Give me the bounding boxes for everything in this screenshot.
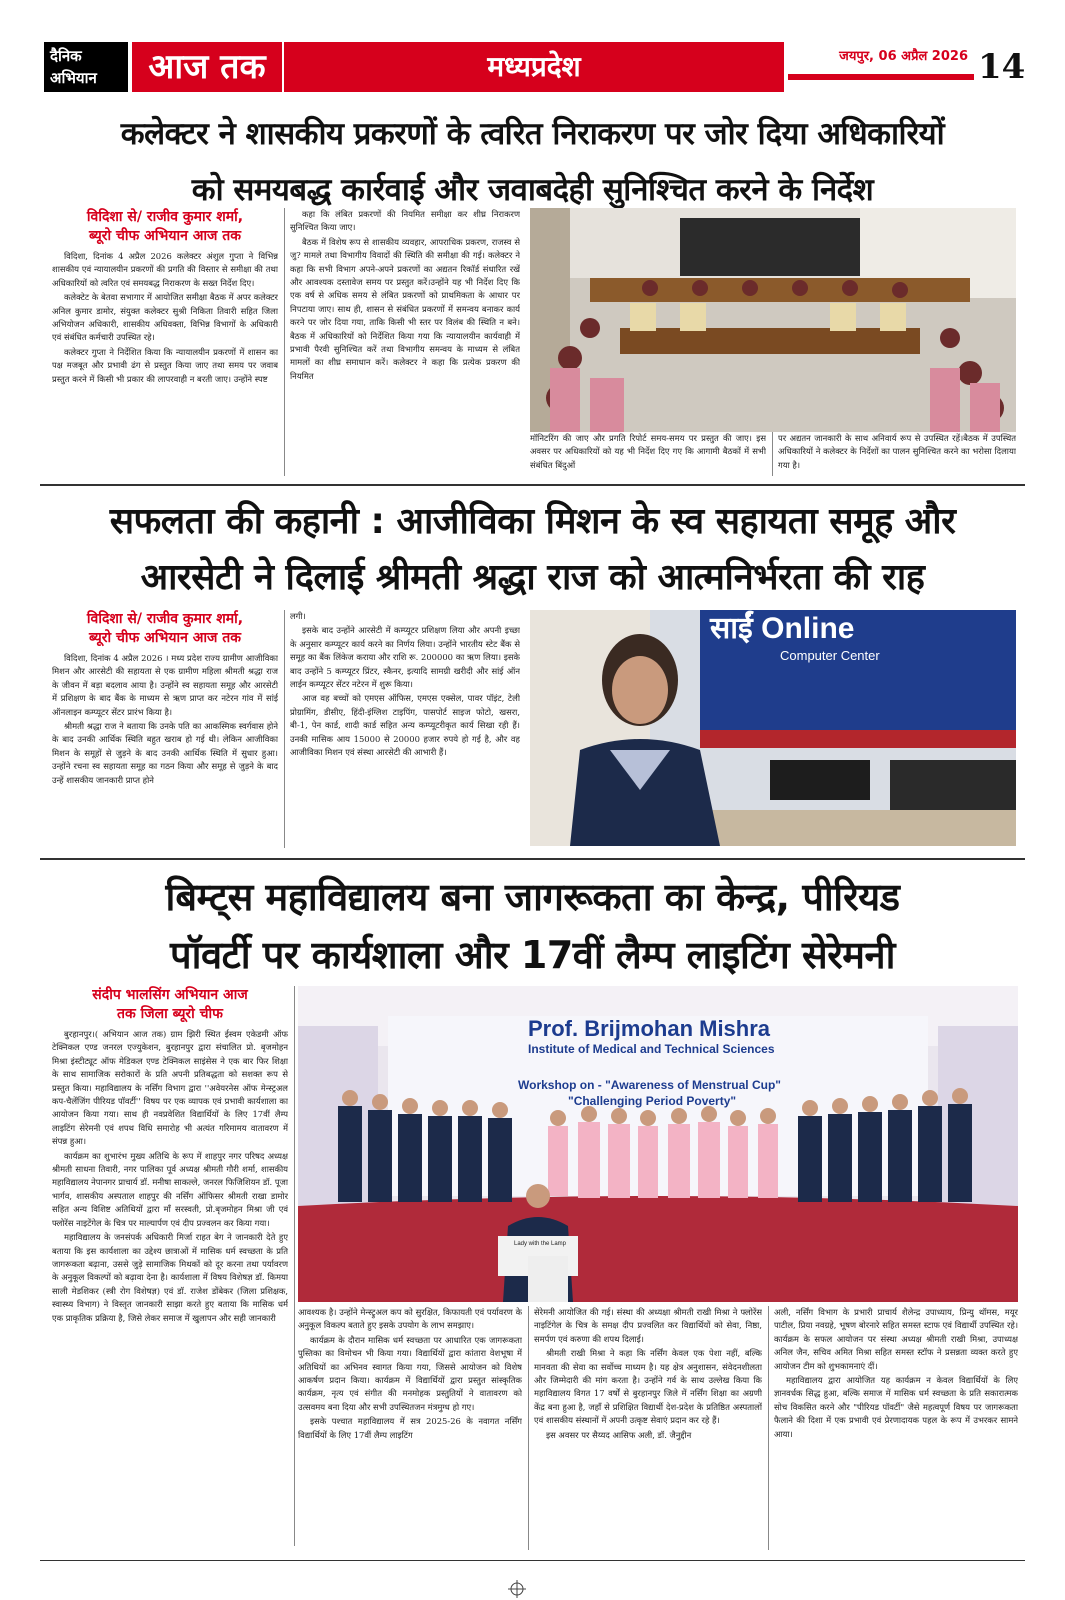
column-divider — [768, 1306, 769, 1550]
brand-line-1: दैनिक — [50, 47, 82, 65]
section-divider — [40, 484, 1025, 486]
article1-headline — [40, 106, 1025, 218]
article2-headline-line1: सफलता की कहानी : आजीविका मिशन के स्व सहायता समूह और — [109, 501, 956, 542]
article3-headline — [40, 868, 1025, 984]
column-divider — [528, 1306, 529, 1550]
article2-column-1 — [52, 652, 278, 848]
paragraph: बुरहानपुर।( अभियान आज तक) ग्राम झिरी स्थित ईस्वम एकेडमी ऑफ टेक्निकल एण्ड जनरल एज्युकेशन, बुरहानपुर द्वारा संचालित प्रो. बृजमोहन मिश्रा इंस्टीट्यूट ऑफ मेडिकल एण्ड टेक्निकल साइंसेस ने एक बार फिर शिक्षा के साथ सामाजिक सरोकारों के प्रति अपनी प्रतिबद्धता को सशक्त रूप से प्रस्तुत किया। महाविद्यालय के नर्सिंग विभाग द्वारा ''अवेयरनेस ऑफ मेन्स्ट्रअल कप-चैलेंजिंग पीरियड पॉवर्टी'' विषय पर एक व्यापक एवं प्रभावी कार्यशाला का आयोजन किया गया। साथ ही नवप्रवेशित विद्यार्थियों के लिए 17वीं लैम्प लाइटिंग सेरेमनी एवं शपथ विधि समारोह भी अत्यंत गरिमामय वातावरण में संपन्न हुआ। — [52, 1029, 288, 1147]
paragraph: अली, नर्सिंग विभाग के प्रभारी प्राचार्य शैलेन्द्र उपाध्याय, प्रिन्यु थॉमस, मयूर पाटील, प्रिया नवग्रहे, भूषण बोरनारे सहित समस्त स्टाफ एवं विद्यार्थी उपस्थित रहे। कार्यक्रम के सफल आयोजन पर संस्था अध्यक्ष श्रीमती राखी मिश्रा, उपाध्यक्ष अनिल जैन, सचिव अमित मिश्रा सहित समस्त स्टॉफ ने प्रसन्नता व्यक्त करते हुए आयोजन टीम को शुभकामनाएं दीं। — [774, 1307, 1018, 1371]
paragraph: आवश्यक है। उन्होंने मेन्स्ट्रुअल कप को सुरक्षित, किफायती एवं पर्यावरण के अनुकूल विकल्प बताते हुए इसके उपयोग के लाभ समझाए। — [298, 1307, 522, 1331]
article2-byline-line2: ब्यूरो चीफ अभियान आज तक — [88, 630, 242, 646]
banner-subtitle: Institute of Medical and Technical Sciences — [528, 1042, 775, 1056]
article3-byline-line2: तक जिला ब्यूरो चीफ — [117, 1006, 223, 1022]
article3-headline-line2: पॉवर्टी पर कार्यशाला और 17वीं लैम्प लाइटिंग सेरेमनी — [170, 933, 895, 977]
section-title: मध्यप्रदेश — [284, 42, 784, 92]
article1-column-3 — [530, 432, 766, 476]
article1-byline-line1: विदिशा से/ राजीव कुमार शर्मा, — [86, 209, 244, 225]
article3-column-4 — [774, 1306, 1018, 1550]
paragraph: इसके पश्चात महाविद्यालय में सत्र 2025-26 के नवागत नर्सिंग विद्यार्थियों के लिए 17वीं लैम्प लाइटिंग — [298, 1416, 522, 1440]
paragraph: विदिशा, दिनांक 4 अप्रैल 2026 । मध्य प्रदेश राज्य ग्रामीण आजीविका मिशन और आरसेटी की सहायता से एक ग्रामीण महिला श्रीमती श्रद्धा राज के जीवन में बड़ा बदलाव आया है। उन्होंने स्व सहायता समूह और आरसेटी में प्रशिक्षण के बाद बैंक के माध्यम से ऋण प्राप्त कर नटेरन गांव में सांई ऑनलाइन कम्प्यूटर सेंटर प्रारंभ किया है। — [52, 653, 278, 717]
computer-center-sign: साईं Online — [710, 612, 855, 645]
paragraph: पर अद्यतन जानकारी के साथ अनिवार्य रूप से उपस्थित रहें।बैठक में उपस्थित अधिकारियों ने कलेक्टर के निर्देशों का पालन सुनिश्चित करने का भरोसा दिलाया गया है। — [778, 433, 1016, 470]
article3-byline — [52, 986, 288, 1024]
article2-byline-line1: विदिशा से/ राजीव कुमार शर्मा, — [86, 611, 244, 627]
paragraph: श्रीमती राखी मिश्रा ने कहा कि नर्सिंग केवल एक पेशा नहीं, बल्कि मानवता की सेवा का सर्वोच्च माध्यम है। यह क्षेत्र अनुशासन, संवेदनशीलता और जिम्मेदारी की मांग करता है। उन्होंने गर्व के साथ उल्लेख किया कि महाविद्यालय विगत 17 वर्षों से बुरहानपुर जिले में नर्सिंग शिक्षा का अग्रणी केंद्र बना हुआ है, जहाँ से प्रशिक्षित विद्यार्थी देश-प्रदेश के प्रतिष्ठित अस्पतालों एवं शासकीय संस्थानों में अपनी उत्कृष्ट सेवाएं प्रदान कर रहे हैं। — [534, 1348, 762, 1426]
paragraph: विदिशा, दिनांक 4 अप्रैल 2026 कलेक्टर अंशुल गुप्ता ने विभिन्न शासकीय एवं न्यायालयीन प्रकरणों की प्रगति की विस्तार से समीक्षा की तथा अधिकारियों को त्वरित एवं समयबद्ध निराकरण के सख्त निर्देश दिए। — [52, 251, 278, 288]
paragraph: कार्यक्रम के दौरान मासिक धर्म स्वच्छता पर आधारित एक जागरूकता पुस्तिका का विमोचन भी किया गया। विद्यार्थियों द्वारा कांतारा वेशभूषा में अतिथियों का अभिनव स्वागत किया गया, जिससे आयोजन को विशेष आकर्षण प्रदान किया। कार्यक्रम में विद्यार्थियों द्वारा प्रस्तुत सांस्कृतिक कार्यक्रम, नृत्य एवं संगीत की मनमोहक प्रस्तुतियों ने वातावरण को उत्सवमय बना दिया और सभी उपस्थितजन मंत्रमुग्ध हो गए। — [298, 1334, 522, 1412]
paragraph: कार्यक्रम का शुभारंभ मुख्य अतिथि के रूप में शाहपुर नगर परिषद अध्यक्ष श्रीमती साधना तिवारी, नगर पालिका पूर्व अध्यक्ष श्रीमती गौरी शर्मा, शासकीय महाविद्यालय नेपानगर प्राचार्य डॉ. मनीषा साकल्ले, जनरल फिजिशियन डॉ. पूजा भार्गव, शासकीय अस्पताल शाहपुर की नर्सिंग ऑफिसर श्रीमती राखा डामोर सहित अन्य विशिष्ट अतिथियों द्वारा माँ सरस्वती, प्रो.बृजमोहन मिश्रा जी एवं फ्लोरेंस नाइटेंगेल के चित्र पर माल्यार्पण एवं दीप प्रज्वलन कर किया गया। — [52, 1150, 288, 1228]
masthead — [44, 42, 1026, 92]
article2-headline — [40, 494, 1025, 606]
issue-date: जयपुर, 06 अप्रैल 2026 — [839, 49, 968, 64]
article1-byline — [52, 208, 278, 246]
article3-byline-line1: संदीप भालसिंग अभियान आज — [92, 987, 248, 1003]
paragraph: मॉनिटरिंग की जाए और प्रगति रिपोर्ट समय-समय पर प्रस्तुत की जाए। इस अवसर पर अधिकारियों को यह भी निर्देश दिए गए कि आगामी बैठकों में सभी संबंधित बिंदुओं — [530, 433, 766, 470]
computer-center-photo — [530, 610, 1016, 846]
paragraph: इस अवसर पर सैय्यद आसिफ अली, डॉ. जैनुद्दीन — [546, 1429, 692, 1440]
paper-name: आज तक — [132, 42, 282, 92]
meeting-illustration — [530, 208, 1016, 432]
article2-headline-line2: आरसेटी ने दिलाई श्रीमती श्रद्धा राज को आत्मनिर्भरता की राह — [140, 557, 925, 598]
article1-column-4 — [778, 432, 1016, 476]
article1-headline-line1: कलेक्टर ने शासकीय प्रकरणों के त्वरित निराकरण पर जोर दिया अधिकारियों — [120, 116, 945, 152]
date-rule — [788, 74, 974, 80]
article2-column-2 — [290, 610, 520, 848]
paragraph: श्रीमती श्रद्धा राज ने बताया कि उनके पति का आकस्मिक स्वर्गवास होने के बाद उनकी आर्थिक स्थिति बहुत खराब हो गई थी। लेकिन आजीविका मिशन के समूहों से जुड़ने के बाद उनकी आर्थिक स्थिति में सुधार हुआ। उन्होंने रचना स्व सहायता समूह का गठन किया और समूह से जुड़ने के बाद उन्हें शासकीय जानकारी प्राप्त होने — [52, 721, 278, 785]
banner-title: Prof. Brijmohan Mishra — [528, 1016, 771, 1041]
section-divider — [40, 858, 1025, 860]
banner-challenge: "Challenging Period Poverty" — [568, 1094, 737, 1108]
paragraph: बैठक में विशेष रूप से शासकीय व्यवहार, आपराधिक प्रकरण, राजस्व से जु? मामले तथा विभागीय विवादों की स्थिति की समीक्षा की गई। कलेक्टर ने कहा कि सभी विभाग अपने-अपने प्रकरणों का अद्यतन रिकॉर्ड संधारित रखें और आवश्यक दस्तावेज समय पर प्रस्तुत करें।उन्होंने यह भी निर्देश दिए कि एक वर्ष से अधिक समय से लंबित प्रकरणों को प्राथमिकता के आधार पर निपटाया जाए। साथ ही, शासन से संबंधित प्रकरणों में समन्वय बनाकर कार्य करने पर जोर दिया गया, ताकि किसी भी स्तर पर विलंब की स्थिति न बने। बैठक में अधिकारियों को निर्देशित किया गया कि न्यायालयीन कार्यवाही में प्रभावी पैरवी सुनिश्चित करें तथा विभागीय समन्वय के माध्यम से लंबित मामलों का शीघ्र समाधान करें। कलेक्टर ने कहा कि प्रत्येक प्रकरण की नियमित — [290, 236, 520, 381]
article1-column-1 — [52, 250, 278, 474]
page-bottom-rule — [40, 1560, 1025, 1561]
page-number: 14 — [978, 47, 1026, 87]
paragraph: महाविद्यालय के जनसंपर्क अधिकारी मिर्जा राहत बेग ने जानकारी देते हुए बताया कि इस कार्यशाला का उद्देश्य छात्राओं में मासिक धर्म स्वच्छता के प्रति जागरूकता बढ़ाना, उससे जुड़े सामाजिक मिथकों को दूर करना तथा पर्यावरण के अनुकूल विकल्पों को बढ़ावा देना है। कार्यशाला में विषय विशेषज्ञ डॉ. किमया साली मेडशिकर (स्त्री रोग विशेषज्ञ) एवं डॉ. राजेश डोंबेकर (जिला प्रशिक्षक, स्वास्थ्य विभाग) ने विस्तृत जानकारी साझा करते हुए बताया कि मासिक धर्म एक प्राकृतिक प्रक्रिया है, जिसे लेकर समाज में खुलापन और सही जानकारी — [52, 1232, 288, 1323]
paragraph: कलेक्टर गुप्ता ने निर्देशित किया कि न्यायालयीन प्रकरणों में शासन का पक्ष मजबूत और प्रभावी ढंग से प्रस्तुत किया जाए तथा समय पर जवाब प्रस्तुत करने में किसी भी प्रकार की लापरवाही न बरती जाए। उन्होंने स्पष्ट — [52, 346, 278, 384]
lady-with-lamp-sign: Lady with the Lamp — [513, 1241, 567, 1247]
column-divider — [294, 986, 295, 1546]
column-divider — [772, 432, 773, 476]
paragraph: इसके बाद उन्होंने आरसेटी में कम्प्यूटर प्रशिक्षण लिया और अपनी इच्छा के अनुसार कम्प्यूटर कार्य करने का निर्णय लिया। उन्होंने भारतीय स्टेट बैंक से समूह का बैंक लिंकेज कराया और राशि रू. 200000 का ऋण लिया। इसके बाद उन्होंने 5 कम्प्यूटर प्रिंटर, स्कैनर, इत्यादि सामग्री खरीदी और सांई ऑन लाईन कम्प्यूटर सेंटर नटेरन में शुरू किया। — [290, 625, 520, 690]
meeting-photo — [530, 208, 1016, 432]
registration-mark-icon — [508, 1580, 526, 1598]
lamp-ceremony-photo — [298, 986, 1018, 1302]
paragraph: कहा कि लंबित प्रकरणों की नियमित समीक्षा कर शीघ्र निराकरण सुनिश्चित किया जाए। — [290, 209, 520, 233]
article3-headline-line1: बिम्ट्स महाविद्यालय बना जागरूकता का केन्द्र, पीरियड — [165, 875, 900, 919]
article3-column-3 — [534, 1306, 762, 1550]
banner-workshop: Workshop on - "Awareness of Menstrual Cup" — [518, 1078, 781, 1092]
paragraph: आज वह बच्चों को एमएस ऑफिस, एमएस एक्सेल, पावर पॉइंट, टेली प्रोग्रामिंग, डीसीए, हिंदी-इंग्लिश टाइपिंग, पासपोर्ट साइज फोटो, खसरा, बी-1, पेन कार्ड, शादी कार्ड सहित अन्य कम्प्यूटरीकृत कार्य सिखा रही हैं। उनकी मासिक आय 15000 से 20000 हजार रुपये हो गई है, और वह आजीविका मिशन एवं संस्था आरसेटी की आभारी हैं। — [290, 693, 520, 758]
article3-column-1 — [52, 1028, 288, 1546]
column-divider — [284, 208, 285, 476]
brand-block — [44, 42, 128, 92]
paragraph: लगी। — [290, 611, 306, 621]
brand-line-2: अभियान — [50, 69, 97, 87]
article1-byline-line2: ब्यूरो चीफ अभियान आज तक — [88, 228, 242, 244]
column-divider — [284, 610, 285, 848]
article2-byline — [52, 610, 278, 648]
paragraph: कलेक्टेट के बेतवा सभागार में आयोजित समीक्षा बैठक में अपर कलेक्टर अनिल कुमार डामोर, संयुक्त कलेक्टर सुश्री निकिता तिवारी सहित जिला अभियोजन अधिकारी, शासकीय अधिवक्ता, विभिन्न विभागों के अधिकारी एवं संबंधित कर्मचारी उपस्थित रहे। — [52, 292, 278, 343]
paragraph: सेरेमनी आयोजित की गई। संस्था की अध्यक्षा श्रीमती राखी मिश्रा ने फ्लोरेंस नाइटिंगेल के चित्र के समक्ष दीप प्रज्वलित कर विद्यार्थियों को सेवा, निष्ठा, समर्पण एवं करुणा की शपथ दिलाई। — [534, 1307, 762, 1344]
article1-column-2 — [290, 208, 520, 474]
computer-center-subtitle: Computer Center — [780, 648, 880, 663]
paragraph: महाविद्यालय द्वारा आयोजित यह कार्यक्रम न केवल विद्यार्थियों के लिए ज्ञानवर्धक सिद्ध हुआ, बल्कि समाज में मासिक धर्म स्वच्छता के प्रति सकारात्मक सोच विकसित करने और "पीरियड पॉवर्टी" जैसे महत्वपूर्ण विषय पर जागरूकता फैलाने की दिशा में एक प्रभावी एवं प्रेरणादायक पहल के रूप में उभरकर सामने आया। — [774, 1375, 1018, 1439]
article1-headline-line2: को समयबद्ध कार्रवाई और जवाबदेही सुनिश्चित करने के निर्देश — [191, 172, 874, 208]
article3-column-2 — [298, 1306, 522, 1550]
